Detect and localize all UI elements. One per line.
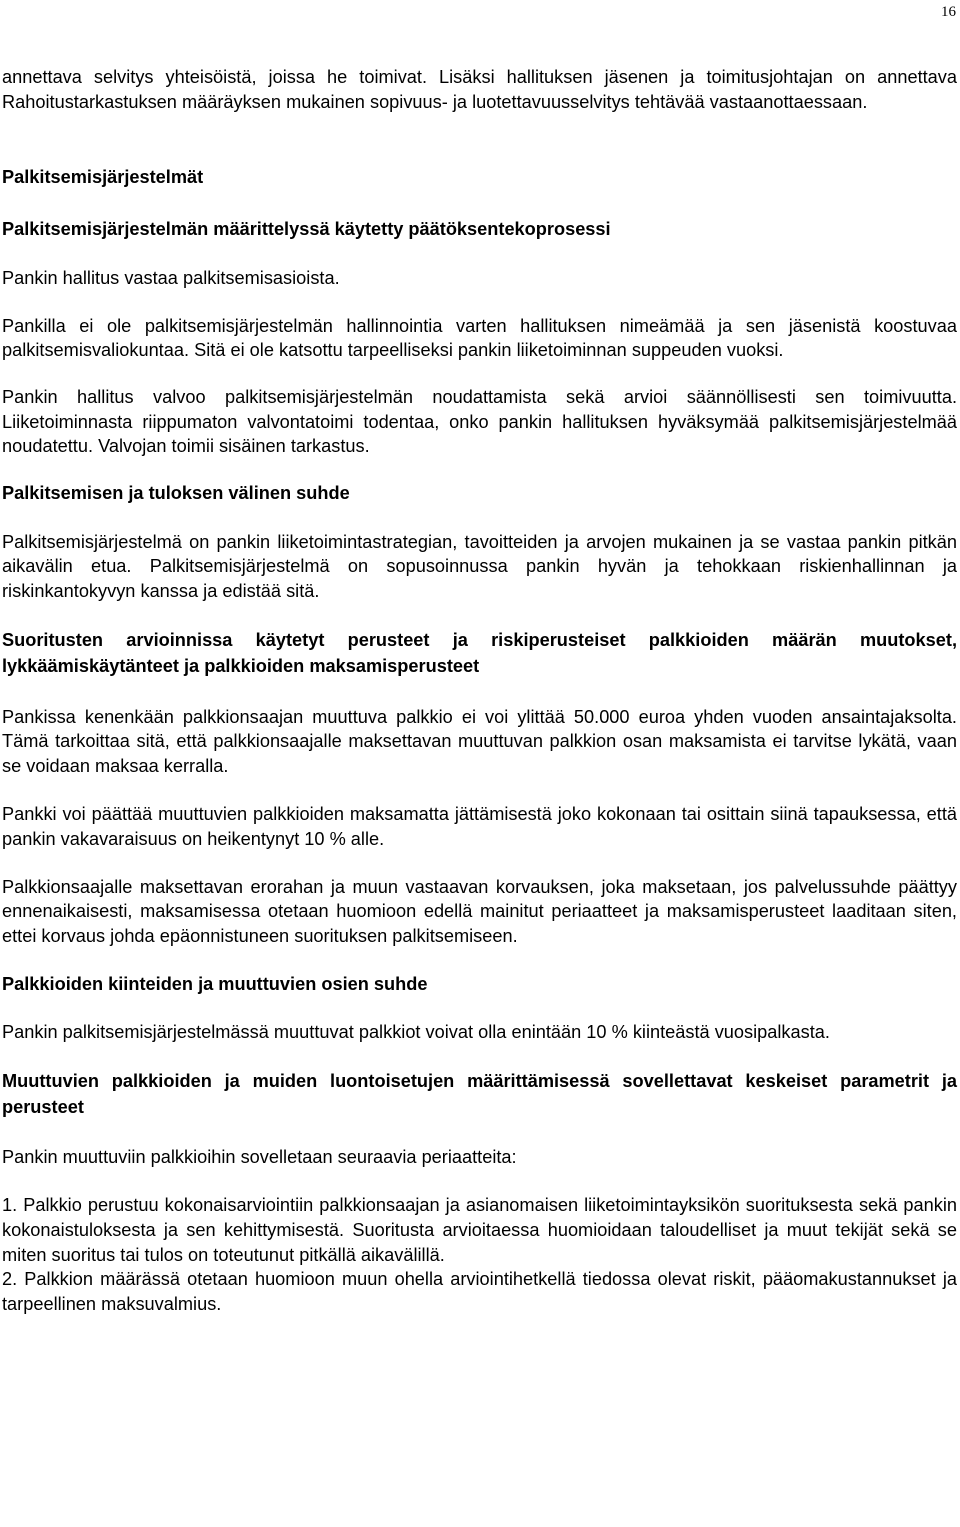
list-item: 1. Palkkio perustuu kokonaisarviointiin palkkionsaajan ja asianomaisen liiketoimintayksikön suorituksesta sekä pankin kokonaistuloksesta ja sen kehittymisestä. Suoritusta arvioitaessa huomioidaan taloudelliset ja muut tekijät sekä se miten suoritus tai tulos on toteutunut pitkällä aikavälillä. bbox=[2, 1195, 957, 1265]
subheading-assessment-criteria: Suoritusten arvioinnissa käytetyt perusteet ja riskiperusteiset palkkioiden määrän muutokset, lykkäämiskäytänteet ja palkkioiden maksamisperusteet bbox=[2, 629, 957, 676]
document-body bbox=[2, 65, 957, 1316]
paragraph-ten-percent: Pankin palkitsemisjärjestelmässä muuttuvat palkkiot voivat olla enintään 10 % kiinteästä vuosipalkasta. bbox=[2, 1022, 830, 1043]
list-item: 2. Palkkion määrässä otetaan huomioon muun ohella arviointihetkellä tiedossa olevat riskit, pääomakustannukset ja tarpeellinen maksuvalmius. bbox=[2, 1269, 957, 1314]
paragraph-variable-cap: Pankissa kenenkään palkkionsaajan muuttuva palkkio ei voi ylittää 50.000 euroa yhden vuoden ansaintajaksolta. Tämä tarkoittaa sitä, että palkkionsaajalle maksettavan muuttuvan palkkion osan maksamista ei tarvitse lykätä, vaan se voidaan maksaa kerralla. bbox=[2, 706, 957, 776]
subheading-pay-performance: Palkitsemisen ja tuloksen välinen suhde bbox=[2, 482, 350, 503]
intro-paragraph: annettava selvitys yhteisöistä, joissa he toimivat. Lisäksi hallituksen jäsenen ja toimitusjohtajan on annettava Rahoitustarkastuksen määräyksen mukainen sopivuus- ja luotettavuusselvitys tehtävää vastaanottaessaan. bbox=[2, 67, 957, 112]
paragraph-severance: Palkkionsaajalle maksettavan erorahan ja muun vastaavan korvauksen, joka maksetaan, jos palvelussuhde päättyy ennenaikaisesti, maksamisessa otetaan huomioon edellä mainitut periaatteet ja maksamisperusteet laaditaan siten, ettei korvaus johda epäonnistuneen suorituksen palkitsemiseen. bbox=[2, 876, 957, 946]
subheading-decision-process: Palkitsemisjärjestelmän määrittelyssä käytetty päätöksentekoprosessi bbox=[2, 219, 611, 240]
paragraph-withhold-variable: Pankki voi päättää muuttuvien palkkioiden maksamatta jättämisestä joko kokonaan tai osittain siinä tapauksessa, että pankin vakavaraisuus on heikentynyt 10 % alle. bbox=[2, 804, 957, 849]
paragraph-no-committee: Pankilla ei ole palkitsemisjärjestelmän hallinnointia varten hallituksen nimeämää ja sen jäsenistä koostuvaa palkitsemisvaliokuntaa. Sitä ei ole katsottu tarpeelliseksi pankin liiketoiminnan suppeuden vuoksi. bbox=[2, 315, 957, 361]
paragraph-board-responsible: Pankin hallitus vastaa palkitsemisasioista. bbox=[2, 268, 340, 289]
paragraph-strategy-alignment: Palkitsemisjärjestelmä on pankin liiketoimintastrategian, tavoitteiden ja arvojen mukainen ja se vastaa pankin pitkän aikavälin etua. Palkitsemisjärjestelmä on sopusoinnussa pankin hyvän ja tehokkaan riskienhallinnan ja riskinkantokyvyn kanssa ja edistää sitä. bbox=[2, 531, 957, 601]
principles-list bbox=[2, 1193, 957, 1316]
subheading-fixed-variable-ratio: Palkkioiden kiinteiden ja muuttuvien osien suhde bbox=[2, 974, 428, 995]
page-number: 16 bbox=[941, 4, 956, 20]
section-heading-remuneration-systems: Palkitsemisjärjestelmät bbox=[2, 167, 204, 188]
paragraph-board-monitors: Pankin hallitus valvoo palkitsemisjärjestelmän noudattamista sekä arvioi säännöllisesti sen toimivuutta. Liiketoiminnasta riippumaton valvontatoimi todentaa, onko pankin hallituksen hyväksymää palkitsemisjärjestelmää noudatettu. Valvojan toimii sisäinen tarkastus. bbox=[2, 386, 957, 457]
paragraph-principles-intro: Pankin muuttuviin palkkioihin sovelletaan seuraavia periaatteita: bbox=[2, 1146, 517, 1167]
subheading-key-parameters: Muuttuvien palkkioiden ja muiden luontoisetujen määrittämisessä sovellettavat keskeiset parametrit ja perusteet bbox=[2, 1070, 957, 1117]
